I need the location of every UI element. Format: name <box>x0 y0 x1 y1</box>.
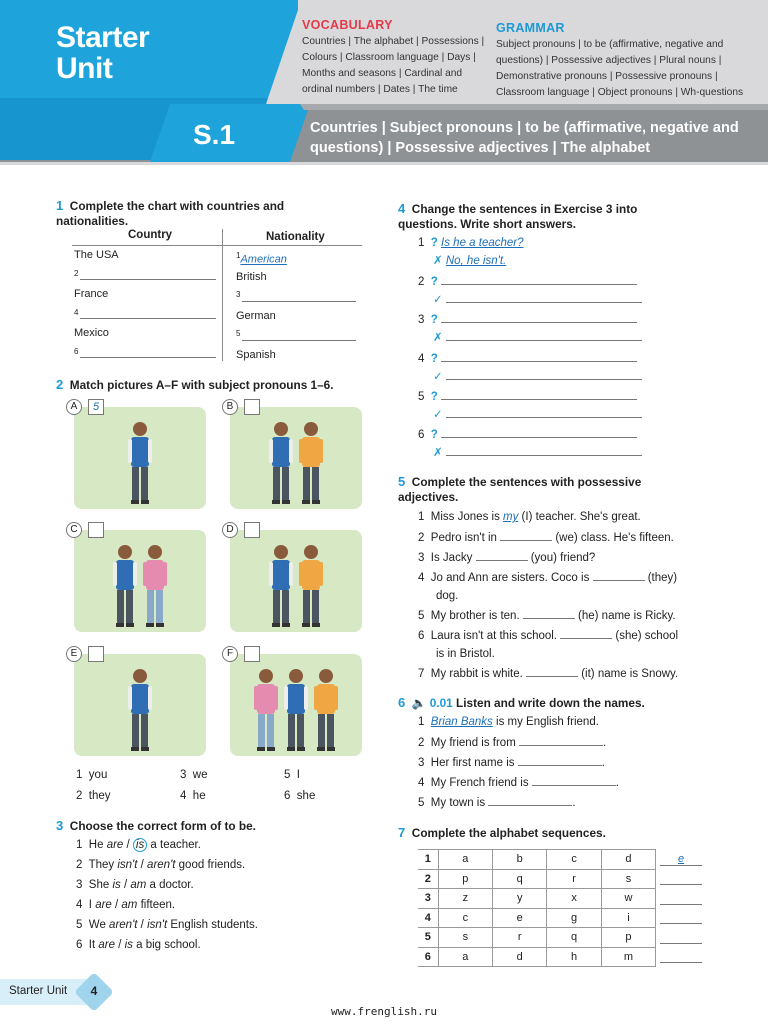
sentence-end: a doctor. <box>146 879 194 891</box>
chart-row-nationality[interactable] <box>236 290 360 308</box>
exercise-5-item <box>418 510 718 524</box>
people-illustration <box>230 407 362 509</box>
exercise-6-item: 5 My town is . <box>418 797 576 809</box>
picture-b <box>230 407 362 509</box>
answer-line[interactable] <box>80 308 216 319</box>
sentence-end: (they) <box>644 572 678 584</box>
country-name: France <box>74 288 109 300</box>
exercise-5-item <box>418 628 718 661</box>
question-mark: ? <box>430 314 438 327</box>
letter-cell: g <box>547 908 601 928</box>
answer-line[interactable] <box>441 389 637 400</box>
item-number: 1 <box>236 251 241 260</box>
answer-cell[interactable] <box>656 889 706 909</box>
letter-cell: r <box>547 869 601 889</box>
item-number: 6 <box>418 429 425 441</box>
exercise-5-instruction: 5 Complete the sentences with possessive adjectives. <box>398 474 642 504</box>
row-number: 1 <box>418 850 438 870</box>
sentence-end: a teacher. <box>147 839 201 851</box>
chart-row-country[interactable] <box>74 347 220 365</box>
item-number: 5 <box>418 797 425 809</box>
picture-f <box>230 654 362 756</box>
item-number: 3 <box>418 552 425 564</box>
item-number: 3 <box>76 879 83 891</box>
exercise-7-instruction: 7 Complete the alphabet sequences. <box>398 825 606 840</box>
chart-row-country <box>74 249 220 267</box>
answer-cell[interactable] <box>656 947 706 967</box>
letter-cell: i <box>601 908 655 928</box>
sentence-end: English students. <box>167 919 258 931</box>
letter-cell: d <box>493 947 547 967</box>
audio-icon[interactable]: 🔈 <box>411 696 427 710</box>
picture-letter: A <box>66 399 82 415</box>
exercise-4-question[interactable] <box>418 274 650 289</box>
answer-line[interactable] <box>532 775 616 786</box>
sentence-text: My French friend is <box>430 777 529 789</box>
pronoun-option: 6 she <box>284 790 316 802</box>
answer-line[interactable] <box>80 347 216 358</box>
letter-cell: a <box>438 947 492 967</box>
answer-box[interactable] <box>244 522 260 538</box>
answer-cell[interactable] <box>656 850 706 870</box>
chart-row-nationality <box>236 349 360 367</box>
row-number: 6 <box>418 947 438 967</box>
alphabet-row <box>418 928 706 948</box>
tick-icon: ✓ <box>433 408 443 421</box>
letter-cell: z <box>438 889 492 909</box>
nationality-chart <box>72 229 362 361</box>
exercise-2-instruction: 2 Match pictures A–F with subject pronouns 1–6. <box>56 377 334 392</box>
item-number: 5 <box>236 329 241 338</box>
cross-icon: ✗ <box>433 255 443 267</box>
exercise-3-item: 1 He are / is a teacher. <box>76 839 201 851</box>
item-number: 1 <box>418 511 425 523</box>
sentence-continuation: dog. <box>436 590 459 602</box>
option-a[interactable]: isn't <box>117 859 138 871</box>
answer-line[interactable] <box>660 931 702 944</box>
tick-icon: ✓ <box>433 294 443 307</box>
cross-icon: ✗ <box>433 332 443 345</box>
pronoun-option: 2 they <box>76 790 111 802</box>
sentence-end: good friends. <box>175 859 246 871</box>
item-number: 7 <box>418 668 425 680</box>
sentence-text: My friend is from <box>430 737 516 749</box>
answer-line[interactable] <box>446 445 642 456</box>
unit-title: Starter Unit <box>56 21 150 85</box>
letter-cell: m <box>601 947 655 967</box>
pronoun-option: 1 you <box>76 769 108 781</box>
letter-cell: y <box>493 889 547 909</box>
people-illustration <box>74 654 206 756</box>
answer-line[interactable] <box>446 292 642 303</box>
country-name: The USA <box>74 249 119 261</box>
people-illustration <box>74 530 206 632</box>
answer-line[interactable] <box>660 872 702 885</box>
item-number: 4 <box>418 777 425 789</box>
answer-box[interactable]: 5 <box>88 399 104 415</box>
letter-cell: h <box>547 947 601 967</box>
item-number: 5 <box>418 390 425 403</box>
picture-letter: D <box>222 522 238 538</box>
exercise-4-answer[interactable] <box>433 445 650 460</box>
item-number: 3 <box>418 757 425 769</box>
track-number: 0.01 <box>429 696 453 710</box>
letter-cell: d <box>601 850 655 870</box>
answer-cell[interactable] <box>656 869 706 889</box>
answer-line[interactable] <box>519 735 603 746</box>
letter-cell: w <box>601 889 655 909</box>
alphabet-table <box>418 849 706 967</box>
item-number: 3 <box>236 290 241 299</box>
item-number: 1 <box>418 716 425 728</box>
question-mark: ? <box>430 429 438 441</box>
pronoun-options <box>76 768 336 808</box>
letter-cell: s <box>438 928 492 948</box>
alphabet-row <box>418 908 706 928</box>
answer-line[interactable] <box>446 330 642 341</box>
letter-cell: x <box>547 889 601 909</box>
sentence-text: is my English friend. <box>492 716 599 728</box>
exercise-4-question[interactable] <box>418 389 650 404</box>
exercise-4-question[interactable] <box>418 351 650 366</box>
exercise-3-instruction: 3 Choose the correct form of to be. <box>56 818 256 833</box>
people-illustration <box>230 530 362 632</box>
answer-line[interactable] <box>593 570 645 581</box>
item-number: 6 <box>418 630 425 642</box>
sentence-end: a big school. <box>132 939 201 951</box>
question-mark: ? <box>430 352 438 365</box>
picture-letter: F <box>222 646 238 662</box>
exercise-4-answer[interactable] <box>433 254 650 268</box>
sentence-start: He <box>88 839 107 851</box>
example-answer: my <box>503 511 519 523</box>
option-a[interactable]: is <box>112 879 121 891</box>
option-b[interactable]: is <box>133 838 147 852</box>
answer-line[interactable] <box>441 427 637 438</box>
chart-row-nationality <box>236 271 360 289</box>
row-number: 2 <box>418 869 438 889</box>
alphabet-row <box>418 889 706 909</box>
sentence-text: My town is <box>430 797 486 809</box>
sentence-start: My brother is ten. <box>430 610 523 622</box>
grammar-heading: GRAMMAR <box>496 21 565 35</box>
row-number: 3 <box>418 889 438 909</box>
alphabet-row <box>418 947 706 967</box>
exercise-3-item: 4 I are / am fifteen. <box>76 899 176 911</box>
item-number: 2 <box>418 276 425 289</box>
exercise-4-question[interactable] <box>418 312 650 327</box>
pronoun-option: 4 he <box>180 790 206 802</box>
answer-line[interactable] <box>80 269 216 280</box>
section-topics: Countries | Subject pronouns | to be (affirmative, negative and questions) | Possessive adjectives | The alphabet <box>310 120 739 156</box>
item-number: 2 <box>418 532 425 544</box>
exercise-4-instruction: 4 Change the sentences in Exercise 3 into questions. Write short answers. <box>398 201 638 231</box>
option-a[interactable]: are <box>98 939 116 951</box>
item-number: 2 <box>418 737 425 749</box>
sentence-start: Jo and Ann are sisters. Coco is <box>430 572 593 584</box>
exercise-4-answer[interactable] <box>433 330 650 345</box>
exercise-5-item <box>418 530 718 545</box>
exercise-6-instruction: 6 🔈 0.01 Listen and write down the names. <box>398 695 645 710</box>
sentence-end: (I) teacher. She's great. <box>518 511 641 523</box>
nationality-name: German <box>236 309 276 322</box>
item-number: 6 <box>74 346 79 356</box>
sentence-start: They <box>88 859 118 871</box>
chart-row-country <box>74 288 220 306</box>
picture-e <box>74 654 206 756</box>
exercise-3-item: 2 They isn't / aren't good friends. <box>76 859 246 871</box>
answer-line[interactable] <box>441 351 637 362</box>
item-number: 1 <box>418 237 425 249</box>
item-number: 4 <box>418 572 425 584</box>
letter-cell: q <box>547 928 601 948</box>
exercise-5-item <box>418 666 718 681</box>
nationality-name: American <box>240 253 287 266</box>
people-illustration <box>74 407 206 509</box>
picture-letter: B <box>222 399 238 415</box>
grammar-list: Subject pronouns | to be (affirmative, negative and questions) | Possessive adjectives | Plural nouns | Demonstrative pronouns | Possessive pronouns | Classroom language | Object pronouns | Wh-questions <box>496 39 744 98</box>
exercise-5-item <box>418 570 718 603</box>
option-b[interactable]: am <box>130 879 147 891</box>
exercise-4-question[interactable] <box>418 427 650 442</box>
chart-row-country[interactable] <box>74 308 220 326</box>
chart-header-nationality: Nationality <box>266 231 325 243</box>
sentence-start: Miss Jones is <box>430 511 504 523</box>
item-number: 4 <box>74 307 79 317</box>
item-number: 2 <box>76 859 83 871</box>
chart-row-nationality[interactable] <box>236 329 360 347</box>
section-number: S.1 <box>193 119 236 150</box>
answer-line[interactable] <box>660 911 702 924</box>
answer-line[interactable] <box>441 312 637 323</box>
footer-label: Starter Unit <box>9 985 68 997</box>
answer-line[interactable] <box>476 550 528 561</box>
sentence-start: Pedro isn't in <box>430 532 501 544</box>
source-url: www.frenglish.ru <box>331 1005 437 1018</box>
chart-row-nationality <box>236 310 360 328</box>
people-illustration <box>230 654 362 756</box>
item-number: 4 <box>76 899 83 911</box>
answer-line[interactable] <box>660 950 702 963</box>
picture-a <box>74 407 206 509</box>
option-b[interactable]: isn't <box>147 919 168 931</box>
answer-box[interactable] <box>244 399 260 415</box>
option-b[interactable]: is <box>124 939 133 951</box>
sentence-end: fifteen. <box>137 899 176 911</box>
answer-box[interactable] <box>88 646 104 662</box>
row-number: 4 <box>418 908 438 928</box>
letter-cell: e <box>493 908 547 928</box>
exercise-3-item: 5 We aren't / isn't English students. <box>76 919 258 931</box>
item-number: 2 <box>74 268 79 278</box>
nationality-name: British <box>236 270 267 283</box>
vocabulary-list: Countries | The alphabet | Possessions | Colours | Classroom language | Days | Months and seasons | Cardinal and ordinal numbers | Dates | The time <box>302 36 485 95</box>
chart-row-country <box>74 327 220 345</box>
tick-icon: ✓ <box>433 370 443 383</box>
sentence-start: My rabbit is white. <box>430 668 527 680</box>
letter-cell: s <box>601 869 655 889</box>
exercise-3-item: 3 She is / am a doctor. <box>76 879 194 891</box>
nationality-name: Spanish <box>236 348 276 361</box>
example-question: Is he a teacher? <box>441 237 524 249</box>
cross-icon: ✗ <box>433 447 443 459</box>
letter-cell: c <box>547 850 601 870</box>
letter-cell: p <box>601 928 655 948</box>
letter-cell: q <box>493 869 547 889</box>
answer-line[interactable] <box>242 330 356 341</box>
sentence-end: (she) school <box>612 630 679 642</box>
answer-line[interactable] <box>446 369 642 380</box>
sentence-end: (it) name is Snowy. <box>578 668 679 680</box>
answer-line[interactable] <box>488 795 572 806</box>
exercise-4-question[interactable] <box>418 236 650 250</box>
answer-line[interactable] <box>242 291 356 302</box>
sentence-start: We <box>88 919 110 931</box>
option-a[interactable]: are <box>106 839 124 851</box>
example-answer: No, he isn't. <box>445 255 507 267</box>
option-a[interactable]: aren't <box>109 919 138 931</box>
letter-cell: b <box>493 850 547 870</box>
sentence-end: (you) friend? <box>527 552 596 564</box>
option-b[interactable]: am <box>121 899 138 911</box>
exercise-4-answer[interactable] <box>433 292 650 307</box>
item-number: 1 <box>76 839 83 851</box>
answer-line[interactable] <box>441 274 637 285</box>
pronoun-option: 3 we <box>180 769 208 781</box>
question-mark: ? <box>430 276 438 289</box>
answer-line[interactable]: e <box>660 853 702 866</box>
question-mark: ? <box>430 237 438 249</box>
picture-letter: E <box>66 646 82 662</box>
item-number: 3 <box>418 314 425 327</box>
option-a[interactable]: are <box>95 899 112 911</box>
answer-box[interactable] <box>244 646 260 662</box>
sentence-start: She <box>88 879 113 891</box>
answer-line[interactable] <box>523 608 575 619</box>
answer-line[interactable] <box>660 892 702 905</box>
example-answer: Brian Banks <box>430 716 493 728</box>
exercise-1-instruction: 1 Complete the chart with countries and nationalities. <box>56 198 285 228</box>
answer-line[interactable] <box>518 755 602 766</box>
vocabulary-heading: VOCABULARY <box>302 18 393 32</box>
exercise-4-answer[interactable] <box>433 407 650 422</box>
picture-letter: C <box>66 522 82 538</box>
picture-c <box>74 530 206 632</box>
exercise-6-item: 4 My French friend is . <box>418 777 619 789</box>
answer-box[interactable] <box>88 522 104 538</box>
letter-cell: p <box>438 869 492 889</box>
item-number: 6 <box>76 939 83 951</box>
pronoun-option: 5 I <box>284 769 300 781</box>
answer-line[interactable] <box>446 407 642 418</box>
sentence-text: Her first name is <box>430 757 515 769</box>
sentence-end: (we) class. He's fifteen. <box>552 532 674 544</box>
item-number: 5 <box>76 919 83 931</box>
exercise-6-item <box>418 715 718 729</box>
row-number: 5 <box>418 928 438 948</box>
alphabet-row <box>418 869 706 889</box>
option-b[interactable]: aren't <box>147 859 176 871</box>
item-number: 5 <box>418 610 425 622</box>
country-name: Mexico <box>74 327 109 339</box>
letter-cell: c <box>438 908 492 928</box>
sentence-end: (he) name is Ricky. <box>574 610 676 622</box>
sentence-start: I <box>88 899 96 911</box>
picture-d <box>230 530 362 632</box>
chart-header-country: Country <box>128 229 173 241</box>
alphabet-row <box>418 850 706 870</box>
item-number: 4 <box>418 352 425 365</box>
exercise-4-answer[interactable] <box>433 369 650 384</box>
answer-cell[interactable] <box>656 928 706 948</box>
answer-cell[interactable] <box>656 908 706 928</box>
sentence-continuation: is in Bristol. <box>436 648 495 660</box>
letter-cell: r <box>493 928 547 948</box>
exercise-6-item: 2 My friend is from . <box>418 737 607 749</box>
sentence-start: Laura isn't at this school. <box>430 630 561 642</box>
chart-row-nationality[interactable] <box>236 251 360 269</box>
exercise-6-item: 3 Her first name is . <box>418 757 605 769</box>
sentence-start: It <box>88 939 99 951</box>
exercise-3-item: 6 It are / is a big school. <box>76 939 201 951</box>
chart-row-country[interactable] <box>74 269 220 287</box>
page-number: 4 <box>90 984 98 998</box>
sentence-start: Is Jacky <box>430 552 476 564</box>
exercise-5-item <box>418 608 718 623</box>
question-mark: ? <box>430 390 438 403</box>
exercise-5-item <box>418 550 718 565</box>
letter-cell: a <box>438 850 492 870</box>
answer-line[interactable] <box>560 628 612 639</box>
answer-line[interactable] <box>500 530 552 541</box>
answer-line[interactable] <box>526 666 578 677</box>
